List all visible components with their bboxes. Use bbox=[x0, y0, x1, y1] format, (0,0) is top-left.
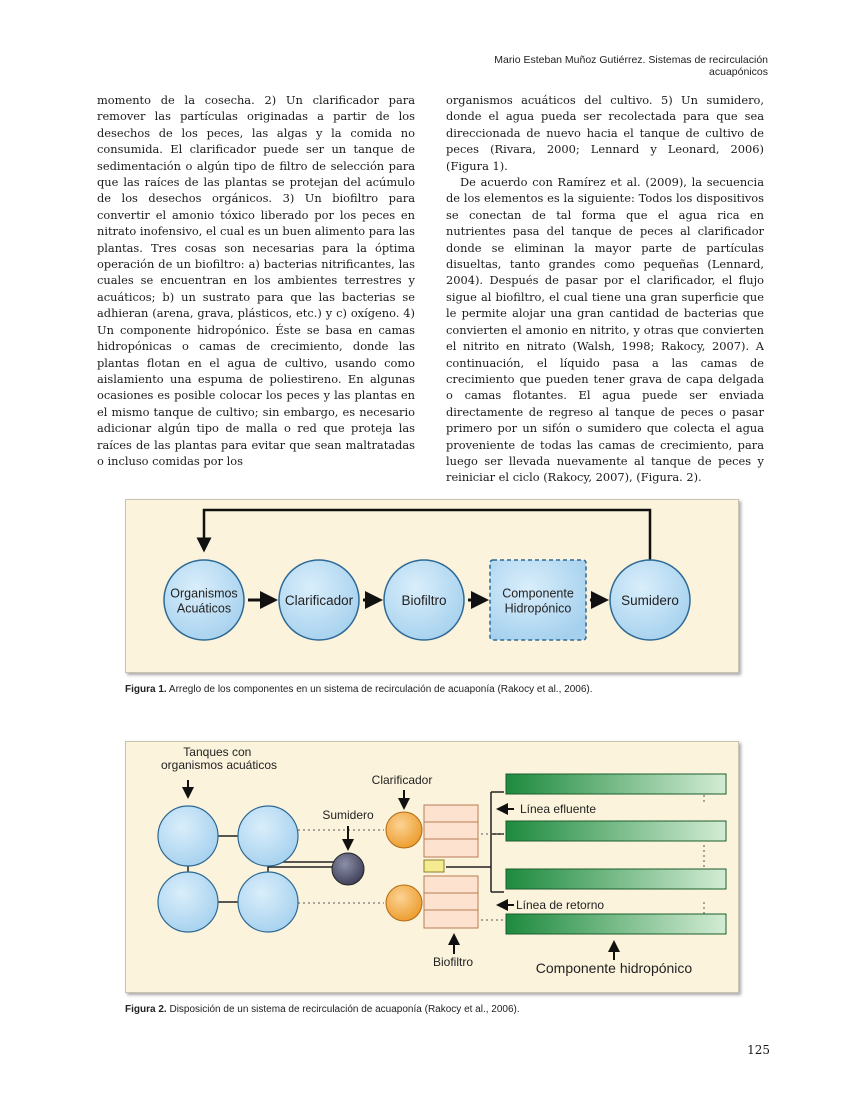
paragraph: momento de la cosecha. 2) Un clarificador para remover las partículas originadas a partir de los desechos de los peces, las algas y la comida no consumida. El clarificador puede ser un tanque de sedimentación o algún tipo de filtro de selección para que las raíces de las plantas se protejan del acúmulo de los desechos orgánicos. 3) Un biofiltro para convertir el amonio tóxico liberado por los peces en nitrato inofensivo, el cual es un buen alimento para las plantas. Tres cosas son necesarias para la óptima operación de un biofiltro: a) bacterias nitrificantes, las cuales se encuentran en los ambientes terrestres y acuáticos; b) un sustrato para que las bacterias se adhieran (arena, grava, plásticos, etc.) y c) oxígeno. 4) Un componente hidropónico. Éste se basa en camas hidropónicas o camas de crecimiento, donde las plantas flotan en el agua de cultivo, usando como aislamiento una espuma de poliestireno. En algunas ocasiones es posible colocar los peces y las plantas en el mismo tanque de cultivo; sin embargo, es necesario adicionar algún tipo de malla o red que proteja las raíces de las plantas para evitar que sean maltratadas o incluso comidas por los bbox=[97, 93, 415, 468]
clarifier bbox=[386, 812, 422, 848]
return-flow-line bbox=[204, 510, 650, 560]
return-label: Línea de retorno bbox=[516, 898, 605, 912]
hydroponic-bed bbox=[506, 869, 726, 889]
node-sumidero-label: Sumidero bbox=[621, 593, 679, 608]
paragraph: organismos acuáticos del cultivo. 5) Un sumidero, donde el agua pueda ser recolectada para que sea direccionada de nuevo hacia el tanque de cultivo de peces (Rivara, 2000; Lennard y Leonard, 2006) (Figura 1). bbox=[446, 93, 764, 173]
effluent-label: Línea efluente bbox=[520, 802, 597, 816]
clarifier-label: Clarificador bbox=[371, 773, 433, 787]
hydroponic-bed bbox=[506, 774, 726, 794]
tanks-label: Tanques con organismos acuáticos bbox=[160, 745, 278, 772]
hydroponic-bed bbox=[506, 821, 726, 841]
biofilter-label: Biofiltro bbox=[432, 955, 474, 969]
sump bbox=[332, 853, 364, 885]
hydroponic-label: Componente hidropónico bbox=[535, 960, 693, 976]
caption-text: Disposición de un sistema de recirculación de acuaponía (Rakocy et al., 2006). bbox=[166, 1004, 520, 1015]
node-clarificador-label: Clarificador bbox=[284, 593, 354, 608]
caption-text: Arreglo de los componentes en un sistema de recirculación de acuaponía (Rakocy et al., 2006). bbox=[166, 684, 593, 695]
sump-label: Sumidero bbox=[322, 808, 374, 822]
dashed-flow-lines bbox=[298, 780, 704, 932]
fish-tank bbox=[238, 872, 298, 932]
page-number: 125 bbox=[747, 1043, 770, 1057]
fish-tank bbox=[158, 872, 218, 932]
running-header: Mario Esteban Muñoz Gutiérrez. Sistemas de recirculación acuapónicos bbox=[494, 54, 768, 78]
biofilter-lower bbox=[424, 876, 478, 928]
figure-2-caption bbox=[125, 1004, 520, 1015]
figure-1-caption bbox=[125, 684, 593, 695]
connector-box bbox=[424, 860, 444, 872]
figure-2-diagram bbox=[126, 742, 738, 992]
figure-1 bbox=[125, 499, 739, 673]
paragraph: De acuerdo con Ramírez et al. (2009), la secuencia de los elementos es la siguiente: Todos los dispositivos se conectan de tal forma que el agua rica en nutrientes pasa del tanque de peces al clarificador donde se eliminan la mayor parte de partículas disueltas, tanto grandes como pequeñas (Lennard, 2004). Después de pasar por el clarificador, el flujo sigue al biofiltro, el cual tiene una gran superficie que le permite alojar una gran cantidad de bacterias que convierten el amonio en nitrito, y otras que convierten el nitrito en nitrato (Walsh, 1998; Rakocy, 2007). A continuación, el líquido pasa a las camas de crecimiento que pueden tener grava de capa delgada o camas flotantes. El agua puede ser enviada directamente de regreso al tanque de peces o pasar primero por un sifón o sumidero que colecta el agua proveniente de todas las camas de crecimiento, para luego ser llevada nuevamente al tanque de peces y reiniciar el ciclo (Rakocy, 2007), (Figura. 2). bbox=[446, 175, 764, 485]
caption-label: Figura 2. bbox=[125, 1004, 167, 1015]
fish-tank bbox=[238, 806, 298, 866]
figure-2 bbox=[125, 741, 739, 993]
fish-tank bbox=[158, 806, 218, 866]
figure-1-diagram bbox=[126, 500, 738, 672]
node-biofiltro-label: Biofiltro bbox=[401, 593, 447, 608]
text-column-right bbox=[446, 92, 764, 486]
text-column-left bbox=[97, 92, 415, 469]
clarifier bbox=[386, 885, 422, 921]
node-organismos-acuaticos-label: Organismos Acuáticos bbox=[170, 586, 238, 616]
caption-label: Figura 1. bbox=[125, 684, 167, 695]
biofilter-upper bbox=[424, 805, 478, 857]
hydroponic-bed bbox=[506, 914, 726, 934]
node-componente-hidroponico-label: Componente Hidropónico bbox=[502, 586, 574, 616]
